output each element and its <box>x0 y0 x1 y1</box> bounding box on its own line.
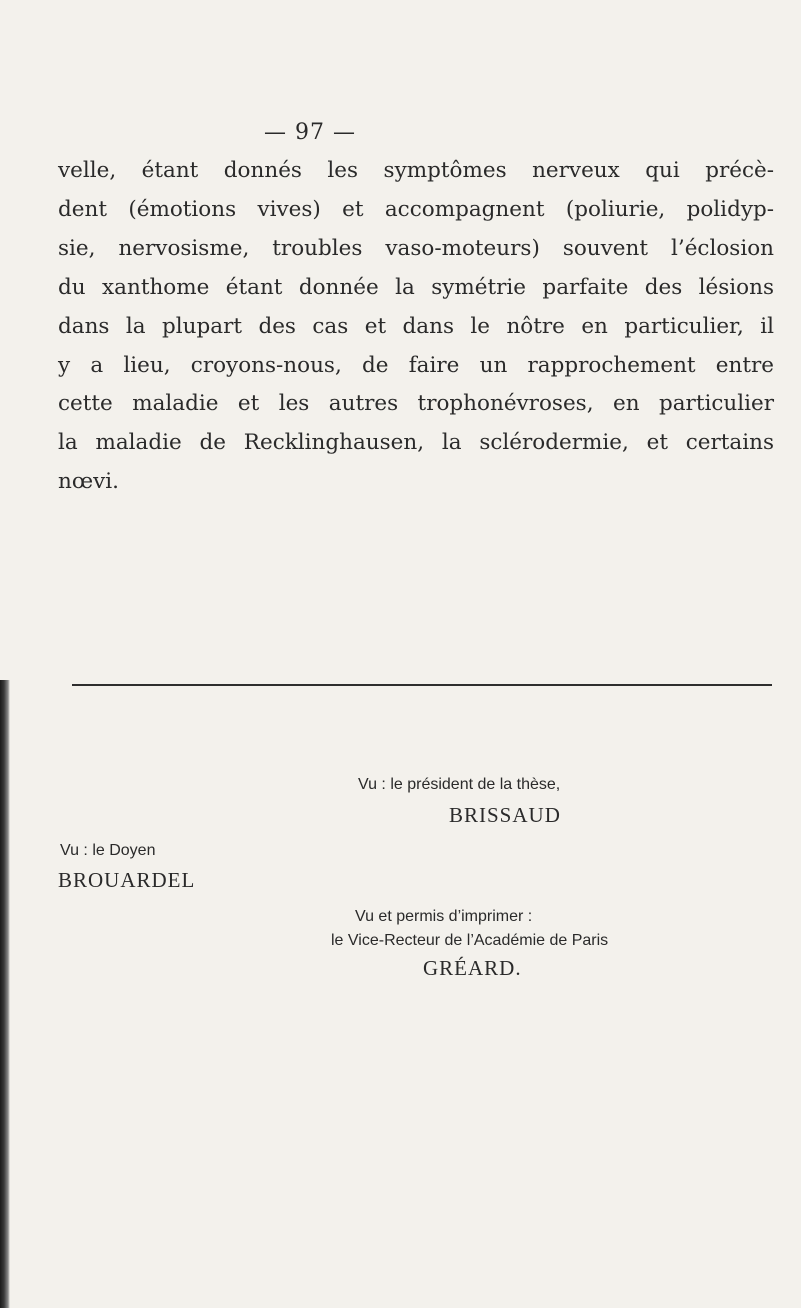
text-line: sie, nervosisme, troubles vaso-moteurs) souvent l’éclosion <box>58 235 774 261</box>
doyen-name: BROUARDEL <box>58 868 196 892</box>
page-number: — 97 — <box>264 120 356 145</box>
body-paragraph <box>58 152 774 502</box>
text-line: dent (émotions vives) et accompagnent (poliurie, polidyp- <box>58 196 774 222</box>
president-approval-line: Vu : le président de la thèse, <box>358 776 561 793</box>
print-permission-line: Vu et permis d’imprimer : <box>355 908 533 925</box>
text-line: y a lieu, croyons-nous, de faire un rapprochement entre <box>58 352 774 378</box>
horizontal-rule <box>72 684 772 686</box>
doyen-approval-line: Vu : le Doyen <box>60 842 156 859</box>
text-line: du xanthome étant donnée la symétrie parfaite des lésions <box>58 274 774 300</box>
binding-edge <box>0 680 10 1308</box>
text-line: nœvi. <box>58 469 119 495</box>
president-name: BRISSAUD <box>449 803 561 827</box>
text-line: dans la plupart des cas et dans le nôtre en particulier, il <box>58 313 774 339</box>
text-line: la maladie de Recklinghausen, la sclérodermie, et certains <box>58 430 774 456</box>
text-line: velle, étant donnés les symptômes nerveux qui précè- <box>58 158 774 183</box>
vice-rector-name: GRÉARD. <box>423 956 522 980</box>
text-line: cette maladie et les autres trophonévroses, en particulier <box>58 391 774 417</box>
vice-rector-line: le Vice-Recteur de l’Académie de Paris <box>331 932 609 949</box>
